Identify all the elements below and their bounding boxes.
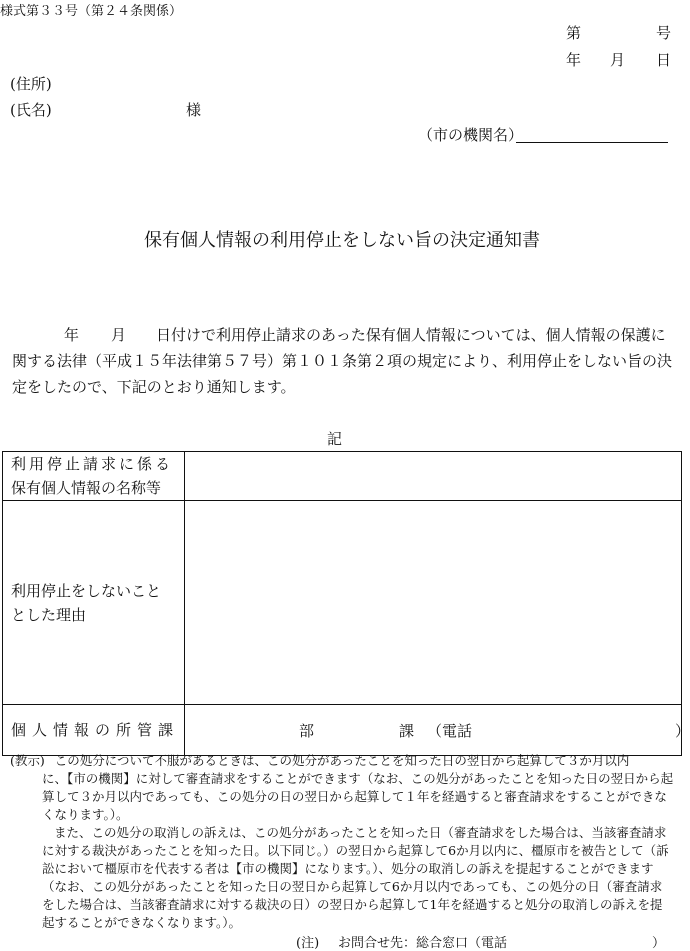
org-signature-line (516, 142, 668, 143)
dept-phone-close: ） (675, 722, 690, 740)
document-title: 保有個人情報の利用停止をしない旨の決定通知書 (144, 230, 540, 251)
number-go: 号 (656, 24, 672, 42)
row2-line1: 利用停止をしないこと (11, 581, 162, 600)
row1-line2: 保有個人情報の名称等 (11, 479, 162, 497)
row-target-info-value (185, 452, 682, 501)
instructions (10, 752, 674, 932)
ki-heading: 記 (327, 430, 343, 448)
name-label: (氏名) (10, 101, 52, 119)
honorific: 様 (186, 101, 202, 119)
instructions-label: (教示) (10, 753, 45, 768)
body-year: 年 (64, 326, 80, 344)
row-reason-value (185, 501, 682, 705)
footer-contact: お問合せ先：総合窓口（電話 (338, 936, 508, 951)
body-paragraph (12, 322, 672, 400)
date-month: 月 (610, 51, 626, 69)
footer-close: ） (652, 936, 666, 951)
row1-line1: 利用停止請求に係る (11, 455, 174, 473)
row-reason-label (3, 501, 185, 705)
body-month: 月 (111, 326, 127, 344)
instructions-para1-rest: に、【市の機関】に対して審査請求をすることができます（なお、この処分があったことを知った日の翌日から起算して３か月以内であっても、この処分の日の翌日から起算して１年を経過すると審査請求をすることができなくなります。）。 (42, 771, 674, 822)
org-label: （市の機関名） (418, 126, 524, 144)
dept-phone: （電話 (427, 722, 473, 740)
dept-bu: 部 (299, 722, 315, 740)
number-dai: 第 (566, 24, 582, 42)
instructions-para2: また、この処分の取消しの訴えは、この処分があったことを知った日（審査請求をした場合は、当該審査請求に対する裁決があったことを知った日。以下同じ。）の翌日から起算して6か月以内に、橿原市を被告として（訴訟において橿原市を代表する者は【市の機関】になります。）、処分の取消しの訴えを提起することができます（なお、この処分があったことを知った日の翌日から起算して6か月以内であっても、この処分の日（審査請求をした場合は、当該審査請求に対する裁決の日）の翌日から起算して1年を経過すると処分の取消しの訴えを提起することができなくなります。）。 (42, 825, 669, 930)
dept-ka: 課 (399, 722, 415, 740)
row-target-info-label (3, 452, 185, 501)
date-year: 年 (566, 51, 582, 69)
row2-line2: とした理由 (11, 605, 87, 624)
instructions-para1-first: この処分について不服があるときは、この処分があったことを知った日の翌日から起算して３か月以内 (54, 753, 630, 768)
body-text: 日付けで利用停止請求のあった保有個人情報については、個人情報の保護に関する法律（平成１５年法律第５７号）第１０１条第２項の規定により、利用停止をしない旨の決定をしたので、下記のとおり通知します。 (12, 326, 673, 396)
record-table (2, 451, 690, 756)
form-number: 様式第３３号（第２４条関係） (0, 4, 183, 19)
footer-note-label: (注) (296, 936, 320, 951)
address-label: (住所) (10, 75, 52, 93)
row-dept-value (185, 705, 690, 756)
date-day: 日 (656, 51, 672, 69)
row-dept-label: 個人情報の所管課 (3, 705, 185, 756)
